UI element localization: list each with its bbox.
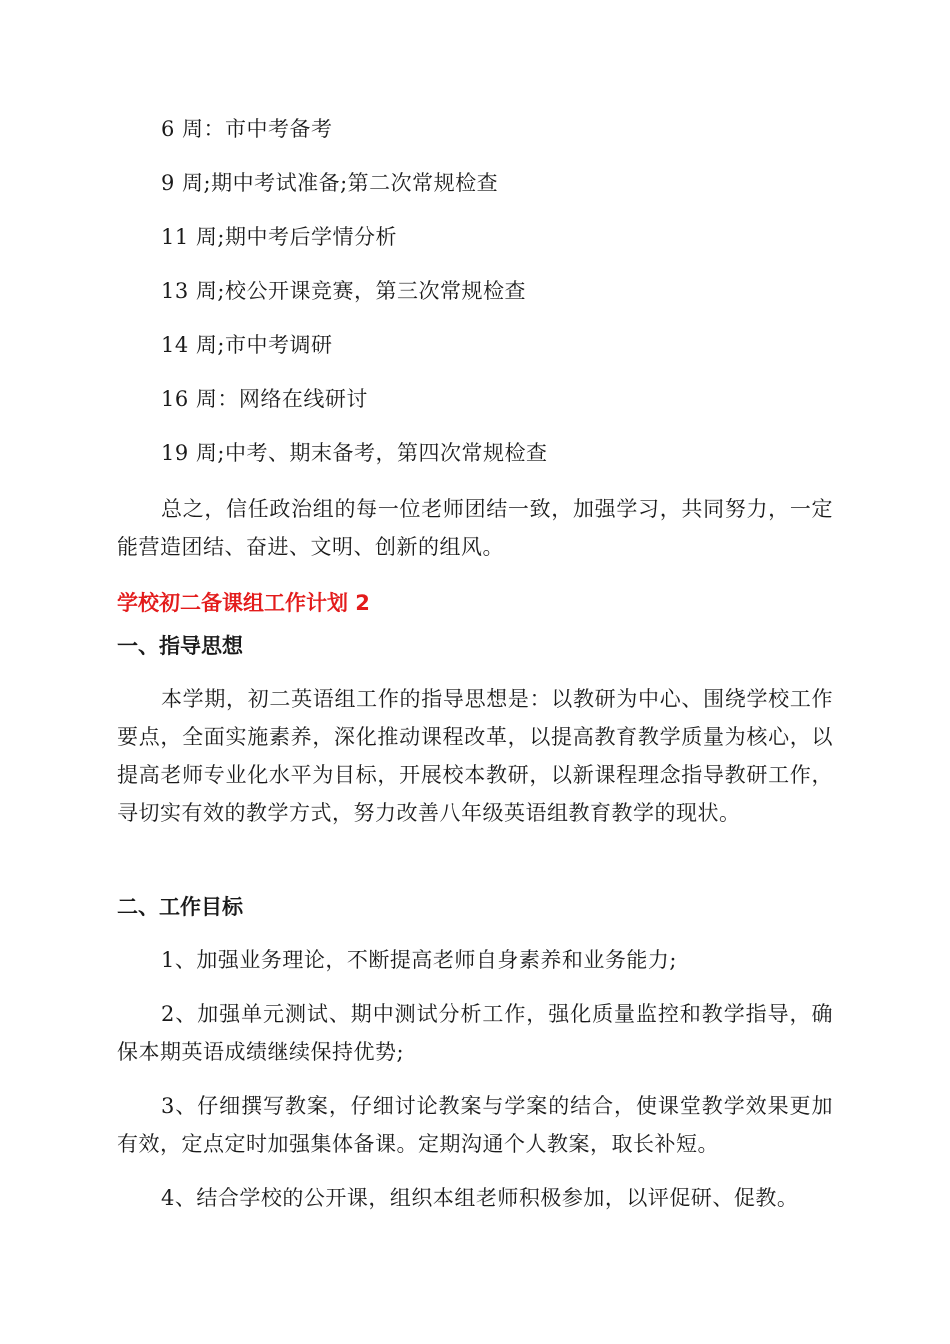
section-work-goals-heading: 二、工作目标 — [117, 895, 243, 919]
goal-item-4: 4、结合学校的公开课，组织本组老师积极参加，以评促研、促教。 — [161, 1186, 799, 1210]
schedule-item-week-14: 14 周;市中考调研 — [161, 333, 333, 357]
guiding-thought-paragraph: 本学期，初二英语组工作的指导思想是：以教研为中心、围绕学校工作要点，全面实施素养，深化推动课程改革，以提高教育教学质量为核心，以提高老师专业化水平为目标，开展校本教研，以新课程理念指导教研工作，寻切实有效的教学方式，努力改善八年级英语组教育教学的现状。 — [117, 687, 833, 825]
section-guiding-thought-heading: 一、指导思想 — [117, 634, 243, 658]
summary-paragraph: 总之，信任政治组的每一位老师团结一致，加强学习，共同努力，一定能营造团结、奋进、文明、创新的组风。 — [117, 497, 833, 559]
schedule-item-week-13: 13 周;校公开课竞赛，第三次常规检查 — [161, 279, 526, 303]
schedule-item-week-9: 9 周;期中考试准备;第二次常规检查 — [161, 171, 499, 195]
schedule-item-week-16: 16 周：网络在线研讨 — [161, 387, 368, 411]
schedule-item-week-6: 6 周：市中考备考 — [161, 117, 333, 141]
plan-2-title: 学校初二备课组工作计划 2 — [117, 591, 370, 615]
schedule-item-week-19: 19 周;中考、期末备考，第四次常规检查 — [161, 441, 548, 465]
goal-item-3: 3、仔细撰写教案，仔细讨论教案与学案的结合，使课堂教学效果更加有效，定点定时加强集体备课。定期沟通个人教案，取长补短。 — [117, 1094, 833, 1156]
goal-item-1: 1、加强业务理论，不断提高老师自身素养和业务能力; — [161, 948, 677, 972]
schedule-item-week-11: 11 周;期中考后学情分析 — [161, 225, 397, 249]
goal-item-2: 2、加强单元测试、期中测试分析工作，强化质量监控和教学指导，确保本期英语成绩继续保持优势; — [117, 1002, 833, 1064]
